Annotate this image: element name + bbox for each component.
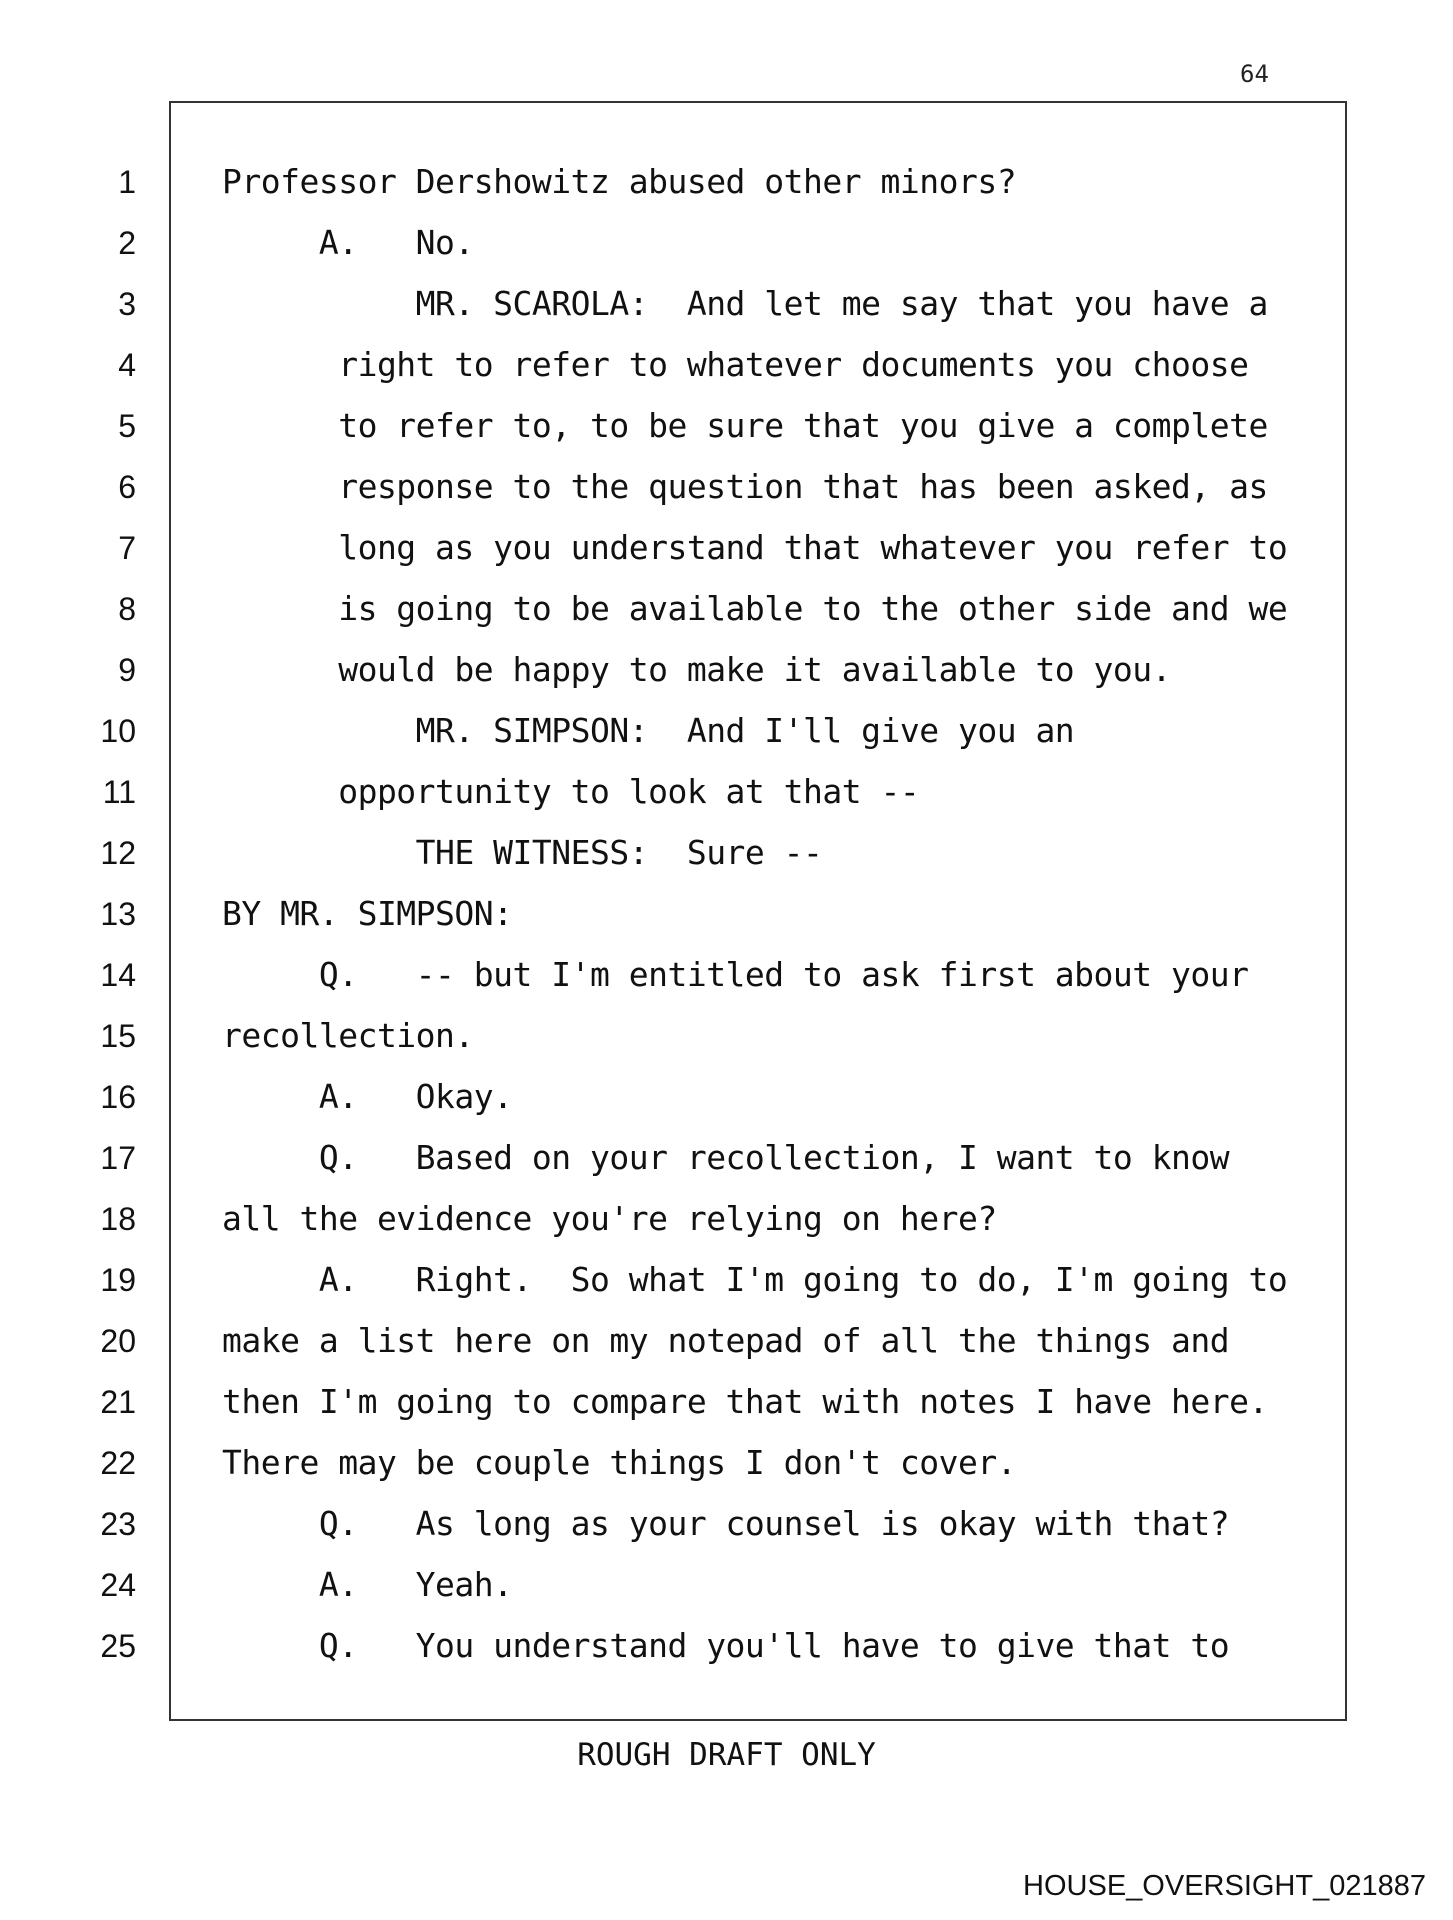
line-number: 2	[118, 225, 136, 261]
line-number: 4	[118, 347, 136, 383]
line-number: 8	[118, 591, 136, 627]
bates-number: HOUSE_OVERSIGHT_021887	[1023, 1870, 1426, 1902]
line-number: 10	[100, 713, 136, 749]
transcript-line: to refer to, to be sure that you give a complete	[222, 406, 1268, 445]
transcript-line: make a list here on my notepad of all the things and	[222, 1321, 1230, 1360]
transcript-line: BY MR. SIMPSON:	[222, 894, 513, 933]
transcript-line: A. Right. So what I'm going to do, I'm going to	[222, 1260, 1288, 1299]
line-number: 24	[100, 1567, 136, 1603]
line-number: 21	[100, 1384, 136, 1420]
transcript-line: A. Okay.	[222, 1077, 513, 1116]
transcript-line: is going to be available to the other side and we	[222, 589, 1288, 628]
line-number: 12	[100, 835, 136, 871]
transcript-line: Q. You understand you'll have to give that to	[222, 1626, 1230, 1665]
transcript-line: Q. -- but I'm entitled to ask first about your	[222, 955, 1249, 994]
line-number: 20	[100, 1323, 136, 1359]
transcript-line: A. No.	[222, 223, 474, 262]
line-number: 19	[100, 1262, 136, 1298]
line-number: 18	[100, 1201, 136, 1237]
line-number: 7	[118, 530, 136, 566]
transcript-line: MR. SIMPSON: And I'll give you an	[222, 711, 1075, 750]
line-number: 17	[100, 1140, 136, 1176]
transcript-line: then I'm going to compare that with notes I have here.	[222, 1382, 1268, 1421]
transcript-line: opportunity to look at that --	[222, 772, 920, 811]
line-number: 13	[100, 896, 136, 932]
transcript-line: recollection.	[222, 1016, 474, 1055]
transcript-line: long as you understand that whatever you refer to	[222, 528, 1288, 567]
line-number: 9	[118, 652, 136, 688]
transcript-line: all the evidence you're relying on here?	[222, 1199, 997, 1238]
line-number: 22	[100, 1445, 136, 1481]
line-number: 14	[100, 957, 136, 993]
transcript-line: There may be couple things I don't cover.	[222, 1443, 1017, 1482]
transcript-line: THE WITNESS: Sure --	[222, 833, 823, 872]
line-number: 6	[118, 469, 136, 505]
transcript-line: right to refer to whatever documents you choose	[222, 345, 1249, 384]
transcript-line: MR. SCAROLA: And let me say that you have a	[222, 284, 1268, 323]
line-number: 25	[100, 1628, 136, 1664]
draft-footer: ROUGH DRAFT ONLY	[577, 1737, 876, 1773]
transcript-line: response to the question that has been asked, as	[222, 467, 1268, 506]
transcript-line: A. Yeah.	[222, 1565, 513, 1604]
line-number: 3	[118, 286, 136, 322]
transcript-line: Professor Dershowitz abused other minors?	[222, 162, 1017, 201]
line-number: 5	[118, 408, 136, 444]
line-number: 16	[100, 1079, 136, 1115]
transcript-line: Q. Based on your recollection, I want to know	[222, 1138, 1230, 1177]
line-number: 23	[100, 1506, 136, 1542]
line-number: 1	[118, 164, 136, 200]
page-number: 64	[1240, 60, 1269, 88]
transcript-line: would be happy to make it available to you.	[222, 650, 1172, 689]
transcript-line: Q. As long as your counsel is okay with that?	[222, 1504, 1230, 1543]
line-number: 11	[102, 774, 136, 810]
line-number: 15	[100, 1018, 136, 1054]
